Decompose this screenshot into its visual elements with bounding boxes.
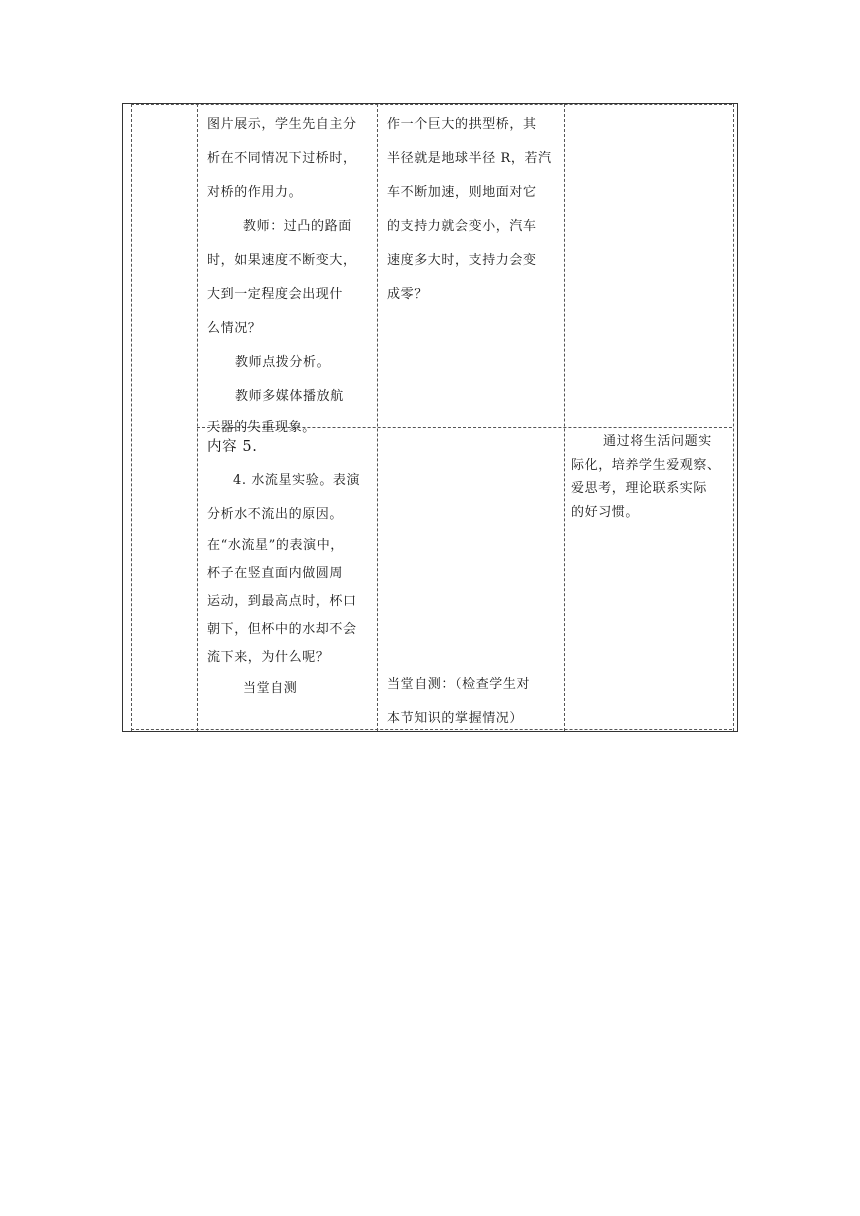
column-divider <box>377 104 378 731</box>
text-line: 大到一定程度会出现什 <box>207 287 344 302</box>
text-line: 天器的失重现象。 <box>207 420 316 435</box>
text-line: 时，如果速度不断变大， <box>207 253 357 268</box>
text-line: 速度多大时，支持力会变 <box>387 253 537 268</box>
text-line: 教师：过凸的路面 <box>243 219 352 234</box>
text-line: 的支持力就会变小，汽车 <box>387 219 537 234</box>
row1-question-cell <box>387 108 563 312</box>
text-line: 际化，培养学生爱观察、 <box>571 457 721 473</box>
text-line: 分析水不流出的原因。 <box>207 507 344 522</box>
row2-intent-cell <box>571 430 733 524</box>
text-line: 本节知识的掌握情况） <box>387 711 524 726</box>
lesson-table <box>122 103 738 732</box>
row-divider <box>131 104 732 105</box>
text-line: 半径就是地球半径 R，若汽 <box>387 151 552 166</box>
text-line: 爱思考，理论联系实际 <box>571 481 708 496</box>
text-line: 作一个巨大的拱型桥，其 <box>387 117 537 132</box>
text-line: 流下来，为什么呢？ <box>207 650 330 665</box>
text-line: 当堂自测：（检查学生对 <box>387 677 531 692</box>
text-line: 教师点拨分析。 <box>235 355 331 370</box>
column-divider <box>197 104 198 731</box>
text-line: 当堂自测 <box>243 681 298 696</box>
row2-activity-cell <box>207 430 375 706</box>
text-line: 朝下，但杯中的水却不会 <box>207 622 357 637</box>
text-line: 车不断加速，则地面对它 <box>387 185 537 200</box>
text-line: 图片展示，学生先自主分 <box>207 117 357 132</box>
text-line: 通过将生活问题实 <box>603 434 712 449</box>
column-divider <box>131 104 132 731</box>
text-line: 成零？ <box>387 287 428 302</box>
column-divider <box>564 104 565 731</box>
text-line: 析在不同情况下过桥时， <box>207 151 357 166</box>
row2-question-cell <box>387 668 563 736</box>
text-line: 4. 水流星实验。表演 <box>233 473 361 488</box>
text-line: 么情况？ <box>207 321 262 336</box>
text-line: 在“水流星”的表演中， <box>207 538 344 553</box>
text-line: 教师多媒体播放航 <box>235 389 344 404</box>
text-line: 运动，到最高点时，杯口 <box>207 594 357 609</box>
column-divider <box>733 104 734 731</box>
text-line: 杯子在竖直面内做圆周 <box>207 566 344 581</box>
text-line: 的好习惯。 <box>571 504 640 520</box>
content-heading: 内容 5. <box>207 439 258 455</box>
row1-activity-cell <box>207 108 375 442</box>
text-line: 对桥的作用力。 <box>207 185 303 200</box>
